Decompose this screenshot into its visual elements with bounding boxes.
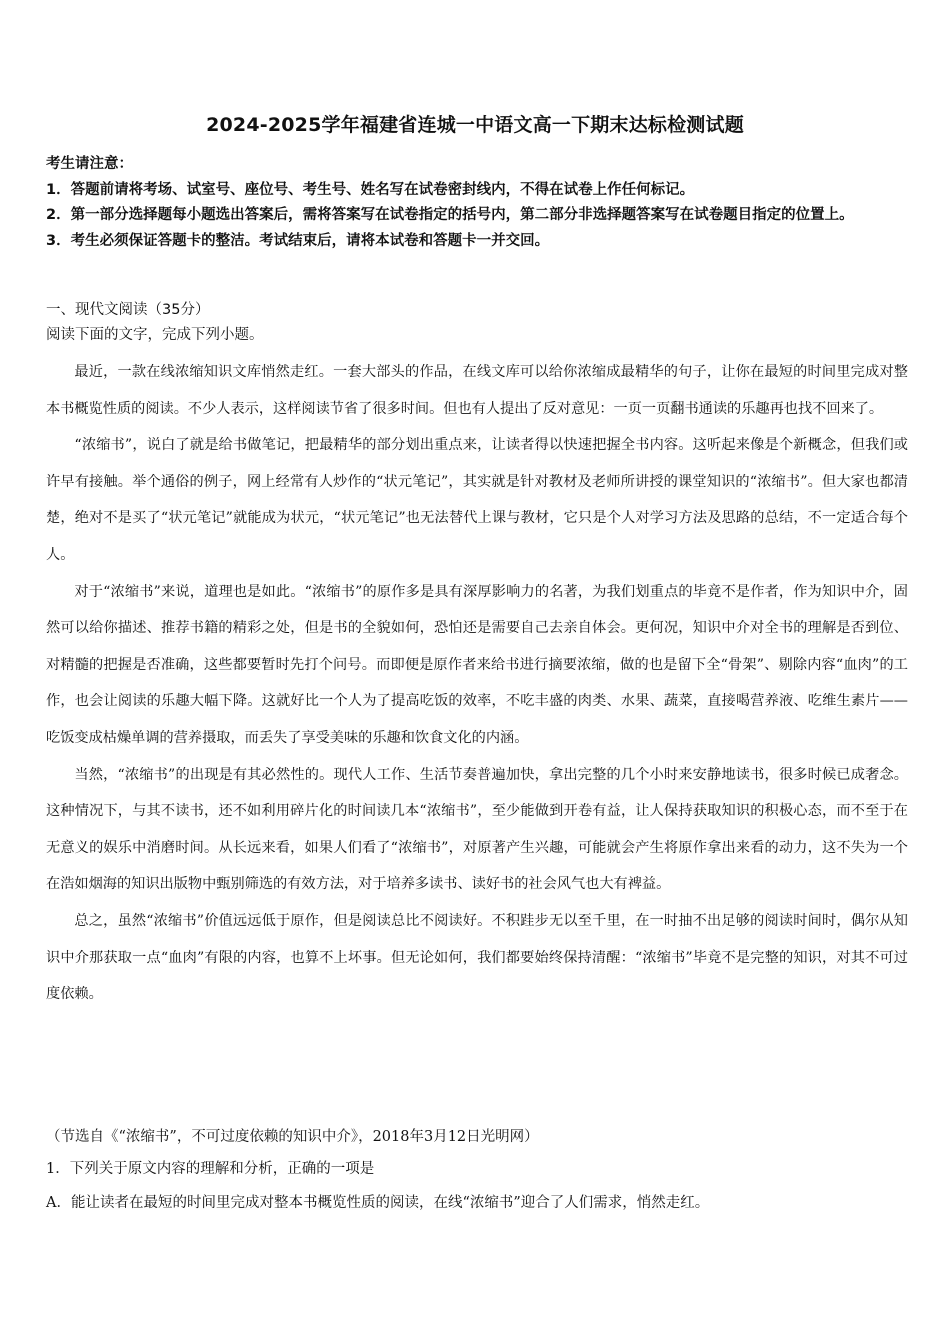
article-paragraph-2: “浓缩书”，说白了就是给书做笔记，把最精华的部分划出重点来，让读者得以快速把握全书内容。这听起来像是个新概念，但我们或许早有接触。举个通俗的例子，网上经常有人炒作的“状元笔记”，其实就是针对教材及老师所讲授的课堂知识的“浓缩书”。但大家也都清楚，绝对不是买了“状元笔记”就能成为状元，“状元笔记”也无法替代上课与教材，它只是个人对学习方法及思路的总结，不一定适合每个人。: [46, 437, 908, 563]
reading-article: [46, 354, 908, 1013]
article-paragraph-5: 总之，虽然“浓缩书”价值远远低于原作，但是阅读总比不阅读好。不积跬步无以至千里，在一时抽不出足够的阅读时间时，偶尔从知识中介那获取一点“血肉”有限的内容，也算不上坏事。但无论如何，我们都要始终保持清醒：“浓缩书”毕竟不是完整的知识，对其不可过度依赖。: [46, 912, 908, 1003]
section-header: [46, 298, 906, 348]
article-tail: [46, 1122, 908, 1218]
notice-heading: 考生请注意：: [46, 156, 133, 172]
section-instruction: 阅读下面的文字，完成下列小题。: [46, 327, 264, 343]
article-paragraph-3: 对于“浓缩书”来说，道理也是如此。“浓缩书”的原作多是具有深厚影响力的名著，为我们划重点的毕竟不是作者，作为知识中介，固然可以给你描述、推荐书籍的精彩之处，但是书的全貌如何，恐怕还是需要自己去亲自体会。更何况，知识中介对全书的理解是否到位、对精髓的把握是否准确，这些都要暂时先打个问号。而即便是原作者来给书进行摘要浓缩，做的也是留下全“骨架”、剔除内容“血肉”的工作，也会让阅读的乐趣大幅下降。这就好比一个人为了提高吃饭的效率，不吃丰盛的肉类、水果、蔬菜，直接喝营养液、吃维生素片——吃饭变成枯燥单调的营养摄取，而丢失了享受美味的乐趣和饮食文化的内涵。: [46, 583, 908, 746]
notice-item-3: 3．考生必须保证答题卡的整洁。考试结束后，请将本试卷和答题卡一并交回。: [46, 232, 550, 249]
exam-notice: [46, 152, 906, 254]
section-heading: 一、现代文阅读（35分）: [46, 302, 210, 318]
notice-item-1: 1．答题前请将考场、试室号、座位号、考生号、姓名写在试卷密封线内，不得在试卷上作任何标记。: [46, 181, 695, 198]
page-title: 2024-2025学年福建省连城一中语文高一下期末达标检测试题: [206, 114, 744, 136]
question-option-a: A．能让读者在最短的时间里完成对整本书概览性质的阅读，在线“浓缩书”迎合了人们需求，悄然走红。: [46, 1195, 710, 1211]
article-paragraph-4: 当然，“浓缩书”的出现是有其必然性的。现代人工作、生活节奏普遍加快，拿出完整的几个小时来安静地读书，很多时候已成奢念。这种情况下，与其不读书，还不如利用碎片化的时间读几本“浓缩书”，至少能做到开卷有益，让人保持获取知识的积极心态，而不至于在无意义的娱乐中消磨时间。从长远来看，如果人们看了“浓缩书”，对原著产生兴趣，可能就会产生将原作拿出来看的动力，这不失为一个在浩如烟海的知识出版物中甄别筛选的有效方法，对于培养多读书、读好书的社会风气也大有裨益。: [46, 766, 908, 893]
article-paragraph-1: 最近，一款在线浓缩知识文库悄然走红。一套大部头的作品，在线文库可以给你浓缩成最精华的句子，让你在最短的时间里完成对整本书概览性质的阅读。不少人表示，这样阅读节省了很多时间。但也有人提出了反对意见：一页一页翻书通读的乐趣再也找不回来了。: [46, 364, 908, 417]
article-source: （节选自《“浓缩书”，不可过度依赖的知识中介》，2018年3月12日光明网）: [46, 1129, 539, 1145]
notice-item-2: 2．第一部分选择题每小题选出答案后，需将答案写在试卷指定的括号内，第二部分非选择题答案写在试卷题目指定的位置上。: [46, 207, 854, 223]
question-stem: 1．下列关于原文内容的理解和分析，正确的一项是: [46, 1161, 375, 1177]
